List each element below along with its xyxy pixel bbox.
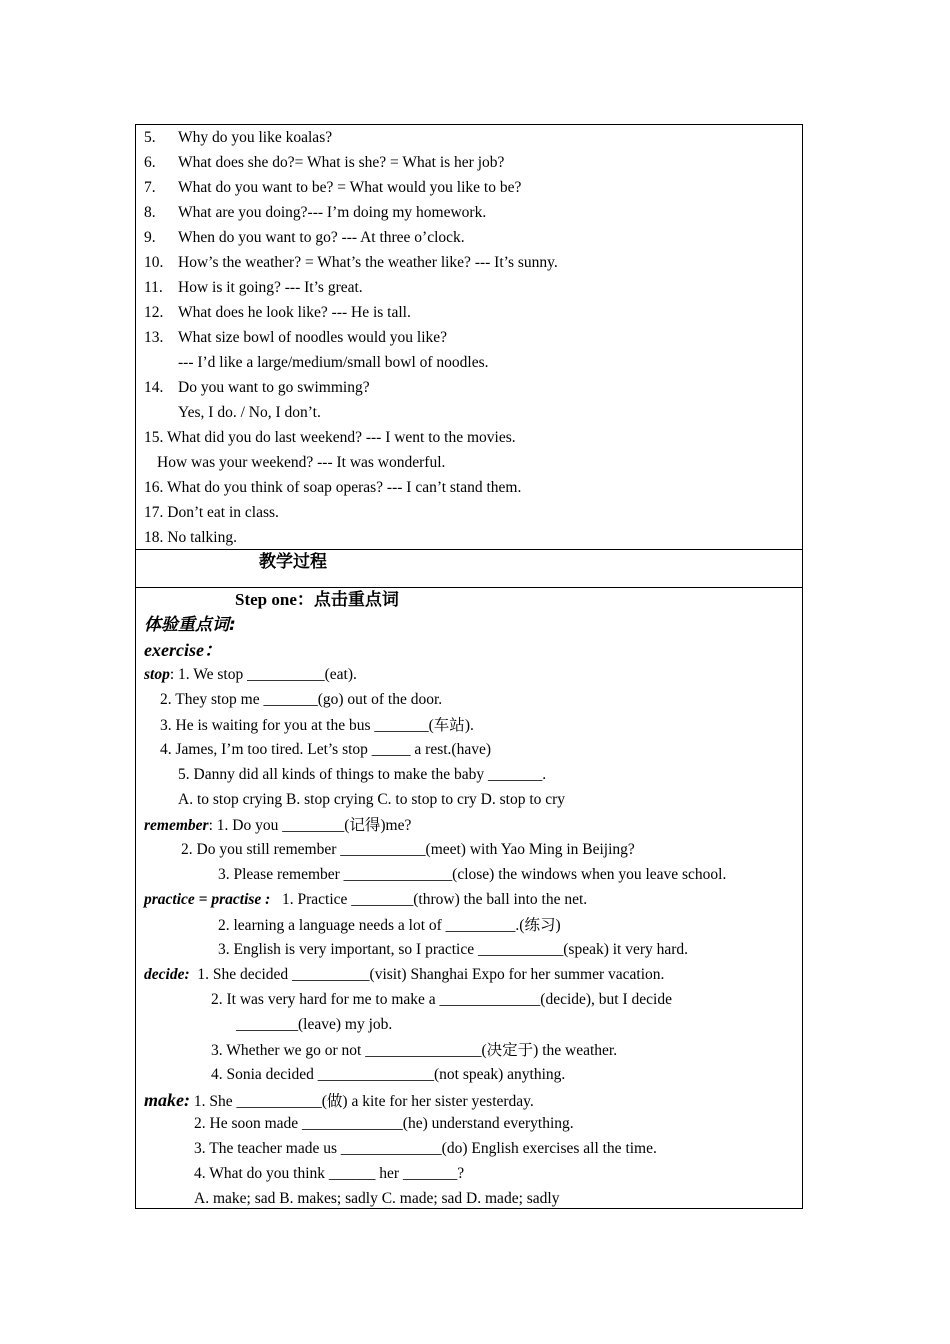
rule-18: 18. No talking. <box>144 529 237 546</box>
question-item: 8. What are you doing?--- I’m doing my homework. <box>144 204 487 221</box>
question-item: 9. When do you want to go? --- At three o’clock. <box>144 229 465 246</box>
remember-q1: remember: 1. Do you ________(记得)me? <box>144 816 412 834</box>
question-item: 10. How’s the weather? = What’s the weather like? --- It’s sunny. <box>144 254 558 271</box>
question-answer: Yes, I do. / No, I don’t. <box>178 404 321 421</box>
stop-q3: 3. He is waiting for you at the bus _______(车站). <box>160 716 474 734</box>
practice-q3: 3. English is very important, so I practice ___________(speak) it very hard. <box>218 941 689 958</box>
practice-q2: 2. learning a language needs a lot of _________.(练习) <box>218 916 561 934</box>
decide-q3: 3. Whether we go or not _______________(决定于) the weather. <box>211 1041 618 1059</box>
stop-q5: 5. Danny did all kinds of things to make the baby _______. <box>178 766 547 783</box>
question-item: 13. What size bowl of noodles would you like? <box>144 329 448 346</box>
make-q4: 4. What do you think ______ her _______? <box>194 1165 465 1182</box>
practice-q1: practice = practise : 1. Practice ________(throw) the ball into the net. <box>144 891 588 908</box>
decide-q4: 4. Sonia decided _______________(not speak) anything. <box>211 1066 566 1083</box>
question-16: 16. What do you think of soap operas? --- I can’t stand them. <box>144 479 522 496</box>
make-q2: 2. He soon made _____________(he) understand everything. <box>194 1115 574 1132</box>
question-item: 11. How is it going? --- It’s great. <box>144 279 363 296</box>
decide-q2: 2. It was very hard for me to make a _____________(decide), but I decide <box>211 991 672 1008</box>
decide-q2-cont: ________(leave) my job. <box>236 1016 393 1033</box>
stop-q1: stop: 1. We stop __________(eat). <box>144 666 357 683</box>
make-q1: make: 1. She ___________(做) a kite for her sister yesterday. <box>144 1090 534 1110</box>
make-q3: 3. The teacher made us _____________(do) English exercises all the time. <box>194 1140 657 1157</box>
rule-17: 17. Don’t eat in class. <box>144 504 279 521</box>
stop-q4: 4. James, I’m too tired. Let’s stop _____ a rest.(have) <box>160 741 492 758</box>
decide-q1: decide: 1. She decided __________(visit) Shanghai Expo for her summer vacation. <box>144 966 665 983</box>
question-item: 7. What do you want to be? = What would you like to be? <box>144 179 522 196</box>
step-heading: Step one：点击重点词 <box>235 590 399 610</box>
row-divider <box>136 587 802 588</box>
make-q4-options: A. make; sad B. makes; sadly C. made; sad D. made; sadly <box>194 1190 560 1207</box>
remember-q3: 3. Please remember ______________(close) the windows when you leave school. <box>218 866 727 883</box>
exercise-heading: exercise： <box>144 640 222 660</box>
question-item: 12. What does he look like? --- He is tall. <box>144 304 411 321</box>
stop-q5-options: A. to stop crying B. stop crying C. to stop to cry D. stop to cry <box>178 791 566 808</box>
remember-q2: 2. Do you still remember ___________(meet) with Yao Ming in Beijing? <box>181 841 635 858</box>
experience-heading: 体验重点词: <box>144 615 236 635</box>
row-divider <box>136 549 802 550</box>
question-15-followup: How was your weekend? --- It was wonderful. <box>157 454 446 471</box>
question-item: 14. Do you want to go swimming? <box>144 379 370 396</box>
question-item: 6. What does she do?= What is she? = What is her job? <box>144 154 505 171</box>
question-15: 15. What did you do last weekend? --- I went to the movies. <box>144 429 516 446</box>
stop-q2: 2. They stop me _______(go) out of the door. <box>160 691 443 708</box>
question-item: 5. Why do you like koalas? <box>144 129 333 146</box>
section-title: 教学过程 <box>259 552 327 572</box>
question-answer: --- I’d like a large/medium/small bowl of noodles. <box>178 354 489 371</box>
